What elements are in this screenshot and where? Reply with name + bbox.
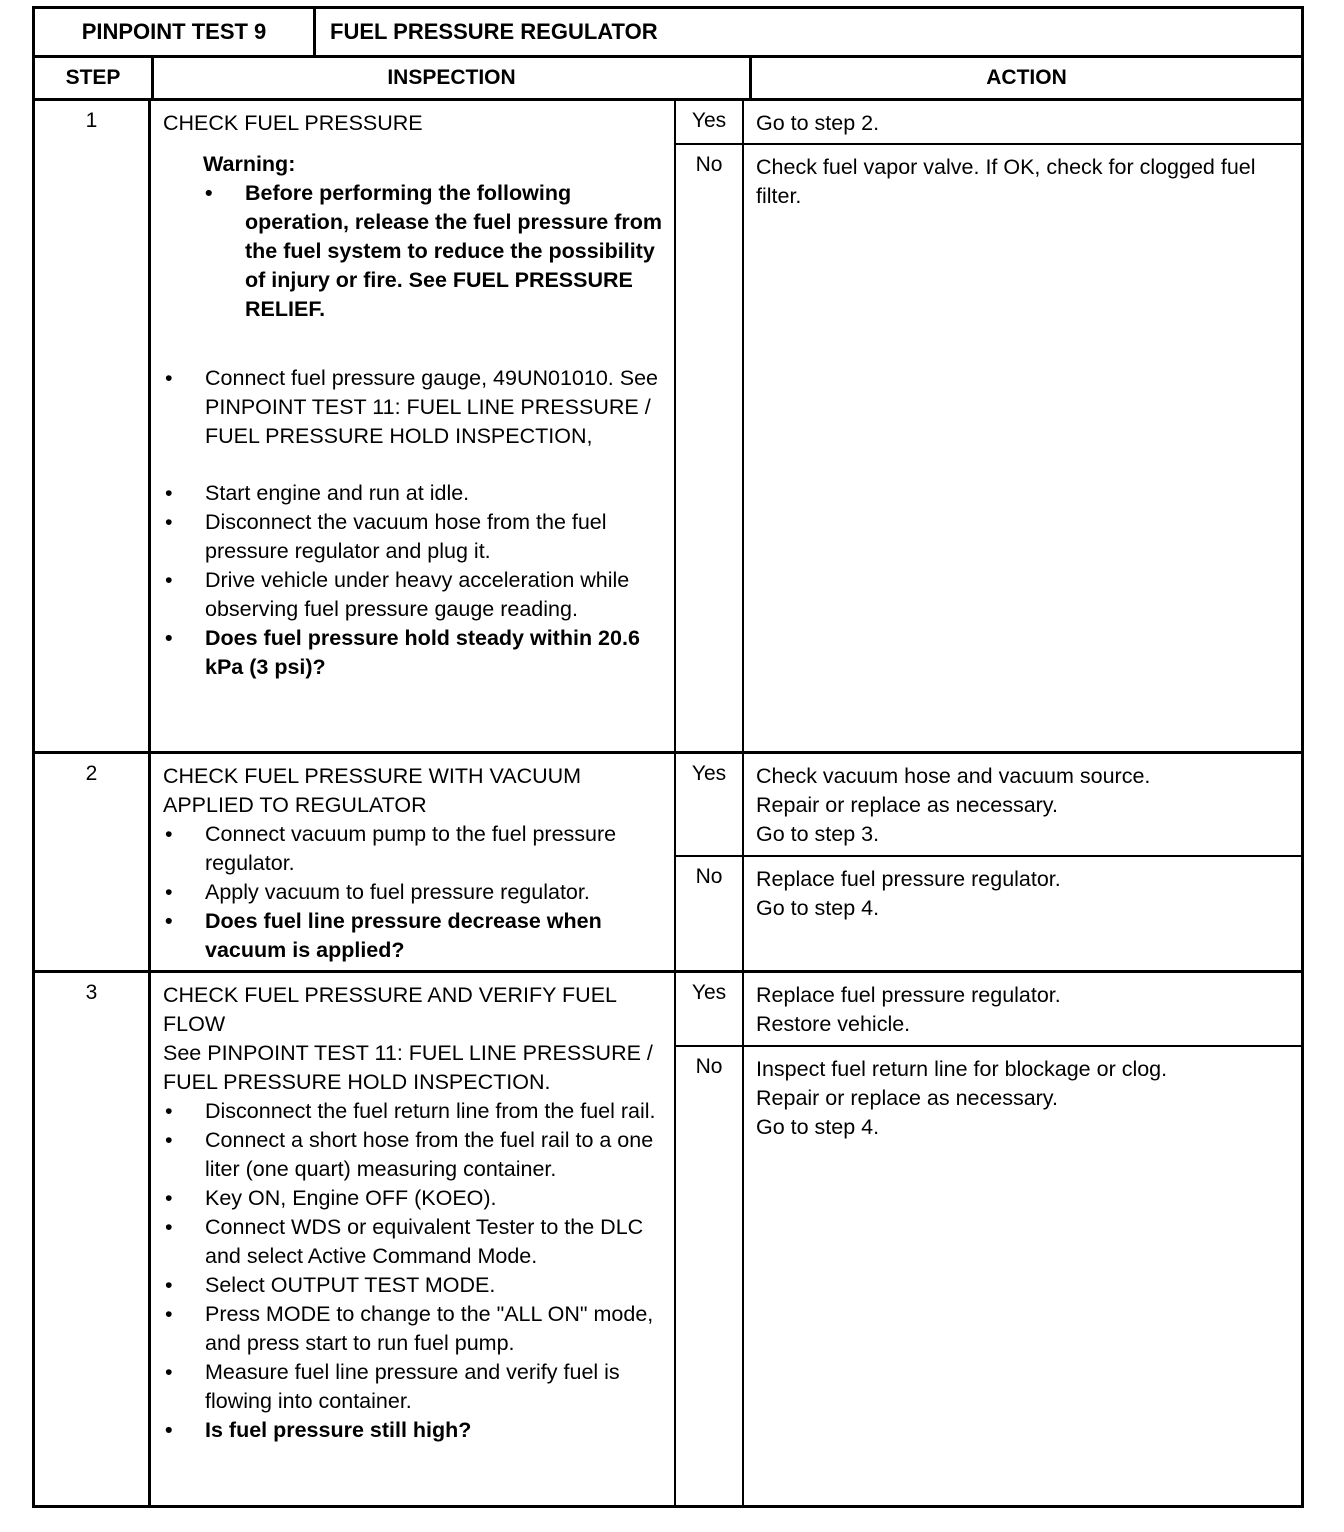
result-cells [676,973,1301,1505]
list-item: • Connect a short hose from the fuel rail to a one liter (one quart) measuring container. [163,1126,666,1184]
step-number: 2 [35,754,151,970]
step-row-1 [35,101,1301,754]
bullet-list [163,364,666,451]
reference-text: See PINPOINT TEST 11: FUEL LINE PRESSURE / FUEL PRESSURE HOLD INSPECTION. [163,1041,653,1094]
step-row-2 [35,754,1301,973]
list-item: • Measure fuel line pressure and verify fuel is flowing into container. [163,1358,666,1416]
list-item: • Drive vehicle under heavy acceleration while observing fuel pressure gauge reading. [163,566,666,624]
yes-action: Go to step 2. [756,111,880,135]
step-heading: CHECK FUEL PRESSURE AND VERIFY FUEL FLOW [163,983,617,1036]
list-item: • Connect vacuum pump to the fuel pressure regulator. [163,820,666,878]
warning-list [203,179,666,324]
yes-row [676,754,1301,857]
question: • Is fuel pressure still high? [163,1416,666,1445]
yes-label: Yes [676,101,744,143]
column-headers [35,58,1301,101]
list-item: • Start engine and run at idle. [163,479,666,508]
no-label: No [676,857,744,970]
bullet-list [163,1097,666,1445]
step-number: 3 [35,973,151,1505]
list-item: • Disconnect the vacuum hose from the fuel pressure regulator and plug it. [163,508,666,566]
no-row [676,857,1301,970]
bullet-list [163,479,666,682]
yes-action: Check vacuum hose and vacuum source. Repair or replace as necessary. Go to step 3. [756,764,1151,846]
list-item: • Key ON, Engine OFF (KOEO). [163,1184,666,1213]
header-step: STEP [35,58,154,98]
inspection-cell [151,754,676,970]
list-item: • Connect WDS or equivalent Tester to the DLC and select Active Command Mode. [163,1213,666,1271]
pinpoint-test-table [32,6,1304,1508]
header-inspection: INSPECTION [154,58,752,98]
question: • Does fuel line pressure decrease when vacuum is applied? [163,907,666,965]
yes-label: Yes [676,973,744,1045]
question: • Does fuel pressure hold steady within 20.6 kPa (3 psi)? [163,624,666,682]
no-action: Check fuel vapor valve. If OK, check for clogged fuel filter. [756,155,1256,208]
no-row [676,1047,1301,1505]
title-bar [35,9,1301,58]
list-item: • Select OUTPUT TEST MODE. [163,1271,666,1300]
no-row [676,145,1301,751]
inspection-cell [151,973,676,1505]
header-action: ACTION [986,66,1067,89]
yes-row [676,101,1301,145]
no-action: Inspect fuel return line for blockage or clog. Repair or replace as necessary. Go to step 4. [756,1057,1168,1139]
yes-row [676,973,1301,1047]
list-item: • Connect fuel pressure gauge, 49UN01010. See PINPOINT TEST 11: FUEL LINE PRESSURE / FUEL PRESSURE HOLD INSPECTION, [163,364,666,451]
step-row-3 [35,973,1301,1505]
yes-label: Yes [676,754,744,855]
warning-label: Warning: [203,152,296,176]
test-name: FUEL PRESSURE REGULATOR [330,19,658,44]
step-heading: CHECK FUEL PRESSURE [163,111,423,135]
inspection-cell [151,101,676,751]
step-heading: CHECK FUEL PRESSURE WITH VACUUM APPLIED TO REGULATOR [163,764,582,817]
list-item: • Apply vacuum to fuel pressure regulator. [163,878,666,907]
warning-text: • Before performing the following operation, release the fuel pressure from the fuel system to reduce the possibility of injury or fire. See FUEL PRESSURE RELIEF. [203,179,666,324]
no-label: No [676,1047,744,1505]
no-label: No [676,145,744,751]
bullet-list [163,820,666,965]
no-action: Replace fuel pressure regulator. Go to step 4. [756,867,1061,920]
list-item: • Press MODE to change to the "ALL ON" mode, and press start to run fuel pump. [163,1300,666,1358]
result-cells [676,754,1301,970]
yes-action: Replace fuel pressure regulator. Restore vehicle. [756,983,1061,1036]
result-cells [676,101,1301,751]
step-number: 1 [35,101,151,751]
test-id: PINPOINT TEST 9 [35,9,316,55]
list-item: • Disconnect the fuel return line from the fuel rail. [163,1097,666,1126]
